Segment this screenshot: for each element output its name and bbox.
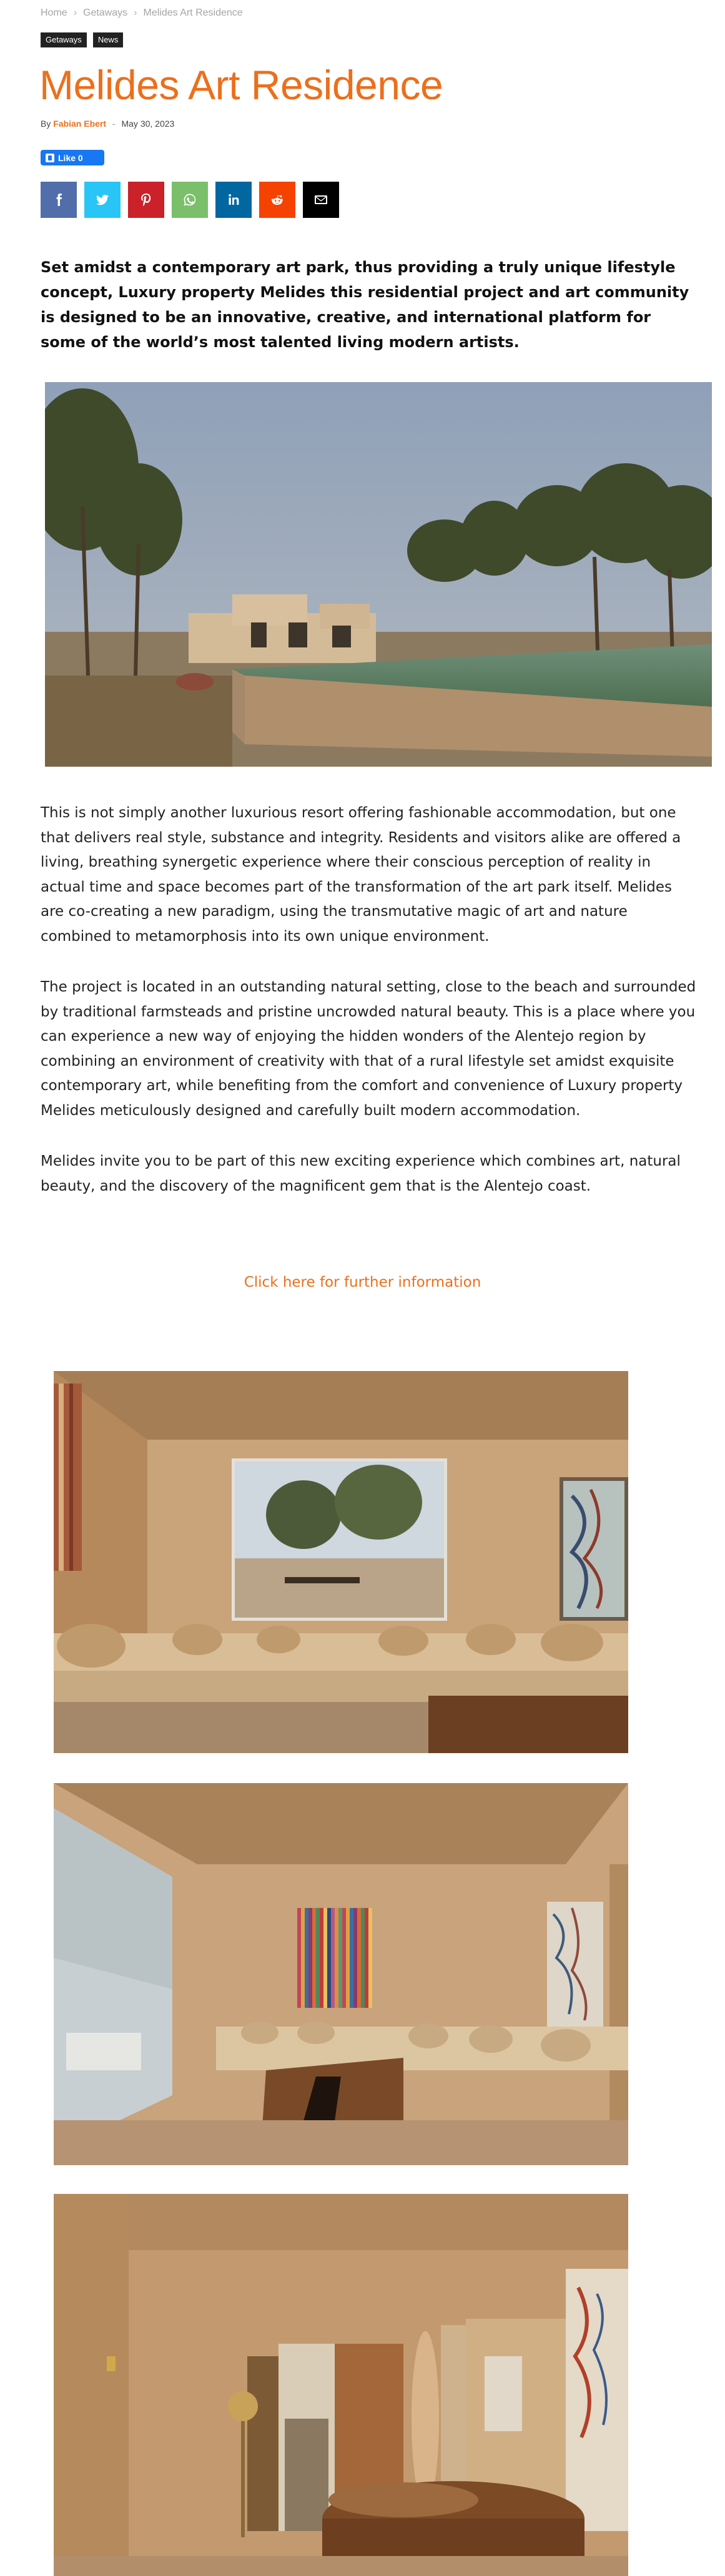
breadcrumb-home[interactable]: Home (41, 7, 67, 18)
share-pinterest-button[interactable] (128, 182, 164, 218)
further-information-link[interactable]: Click here for further information (244, 1274, 481, 1290)
breadcrumb (41, 7, 243, 19)
share-whatsapp-button[interactable] (172, 182, 208, 218)
category-tag-getaways[interactable]: Getaways (41, 32, 87, 47)
meta-separator: - (112, 119, 116, 129)
thumbs-up-icon (46, 154, 54, 162)
breadcrumb-getaways[interactable]: Getaways (83, 7, 128, 18)
facebook-like-label: Like 0 (58, 152, 83, 163)
share-buttons (41, 182, 339, 218)
gallery-image-hallway (54, 2194, 628, 2576)
hero-image (45, 382, 712, 767)
whatsapp-icon (182, 192, 197, 207)
share-linkedin-button[interactable] (215, 182, 252, 218)
article-lead: Set amidst a contemporary art park, thus providing a truly unique lifestyle concept, Luxury property Melides this residential project and art community is designed to be an innovative, creative, and international platform for some of the world’s most talented living modern artists. (41, 258, 689, 351)
share-reddit-button[interactable] (259, 182, 295, 218)
mail-icon (313, 192, 328, 207)
twitter-icon (95, 192, 110, 207)
gallery-image-lounge (54, 1783, 628, 2165)
facebook-icon (51, 192, 66, 207)
breadcrumb-separator: › (73, 7, 77, 18)
article-paragraph-1: This is not simply another luxurious resort offering fashionable accommodation, but one that delivers real style, substance and integrity. Residents and visitors alike are offered a living, breathing synergetic experience where their conscious perception of reality in actual time and space becomes part of the transformation of the art park itself. Melides are co-creating a new paradigm, using the transmutative magic of art and nature combined to metamorphosis into its own unique environment. (41, 805, 681, 945)
breadcrumb-separator: › (134, 7, 137, 18)
article-date: May 30, 2023 (121, 119, 175, 129)
gallery-image-living-room (54, 1371, 628, 1753)
pinterest-icon (139, 192, 154, 207)
facebook-like-button[interactable] (41, 150, 104, 165)
linkedin-icon (226, 192, 241, 207)
article-paragraph-3: Melides invite you to be part of this new exciting experience which combines art, natural beauty, and the discovery of the magnificent gem that is the Alentejo coast. (41, 1153, 681, 1194)
share-email-button[interactable] (303, 182, 339, 218)
article-paragraph-2: The project is located in an outstanding natural setting, close to the beach and surrounded by traditional farmsteads and pristine uncrowded natural beauty. This is a place where you can experience a new way of enjoying the hidden wonders of the Alentejo region by combining an environment of creativity with that of a rural lifestyle set amidst exquisite contemporary art, while benefiting from the comfort and convenience of Luxury property Melides meticulously designed and carefully built modern accommodation. (41, 979, 696, 1119)
reddit-icon (270, 192, 285, 207)
article-meta (41, 119, 174, 129)
share-facebook-button[interactable] (41, 182, 77, 218)
by-label: By (41, 119, 51, 129)
share-twitter-button[interactable] (84, 182, 121, 218)
breadcrumb-current: Melides Art Residence (143, 7, 243, 18)
category-tag-news[interactable]: News (93, 32, 124, 47)
category-tags (41, 32, 123, 47)
author-link[interactable]: Fabian Ebert (53, 119, 107, 129)
article-title: Melides Art Residence (39, 62, 443, 108)
